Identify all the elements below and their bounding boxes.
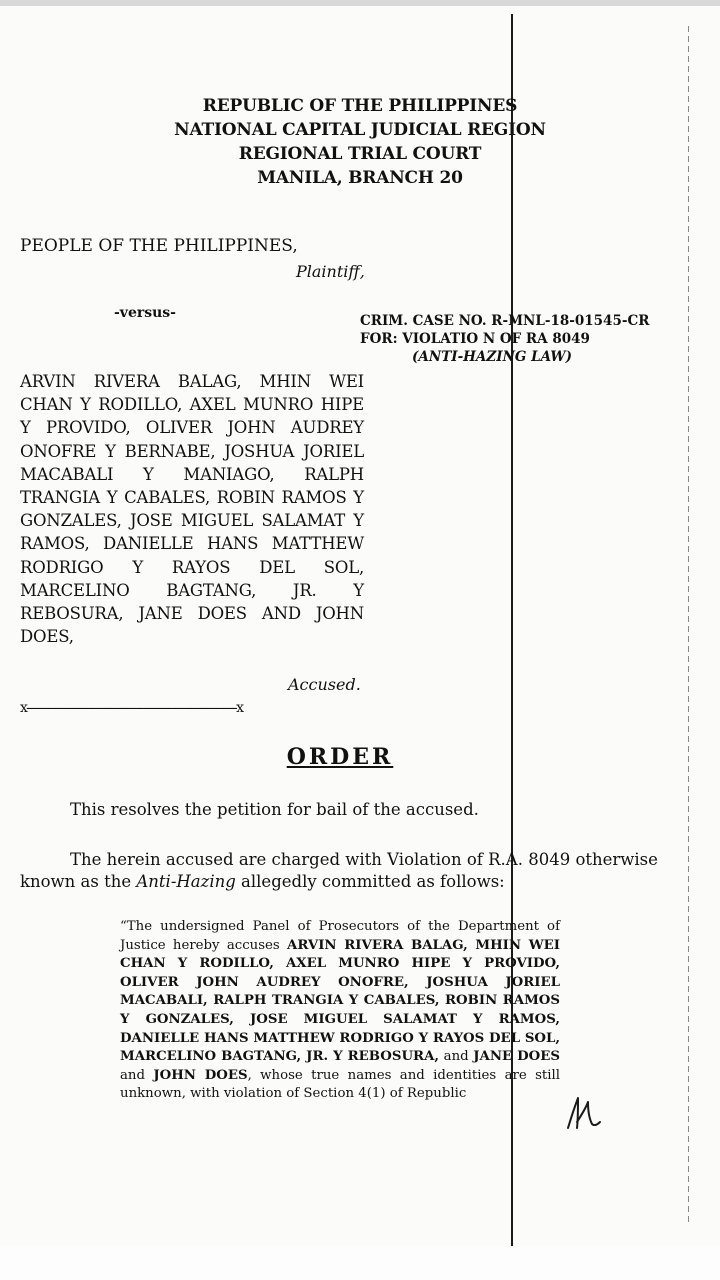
case-law: (ANTI-HAZING LAW) [412,349,572,365]
paragraph-1: This resolves the petition for bail of the accused. [70,800,479,819]
header-line-1: REPUBLIC OF THE PHILIPPINES [202,96,518,116]
bottom-border [0,1246,720,1280]
paragraph-2 [20,849,660,893]
quote-and: and [439,1049,474,1065]
plaintiff-name: PEOPLE OF THE PHILIPPINES, [20,236,298,256]
paragraph-2-text-b: allegedly committed as follows: [235,872,505,891]
quote-intro: “The undersigned Panel of Prosecutors of the Department of Justice hereby accuses [120,919,560,953]
order-title: ORDER [286,744,394,770]
case-info [360,312,649,366]
accused-names: ARVIN RIVERA BALAG, MHIN WEI CHAN Y RODILLO, AXEL MUNRO HIPE Y PROVIDO, OLIVER JOHN AUDREY ONOFRE Y BERNABE, JOSHUA JORIEL MACABALI Y MANIAGO, RALPH TRANGIA Y CABALES, ROBIN RAMOS Y GONZALES, JOSE MIGUEL SALAMAT Y RAMOS, DANIELLE HANS MATTHEW RODRIGO Y RAYOS DEL SOL, MARCELINO BAGTANG, JR. Y REBOSURA, JANE DOES AND JOHN DOES, [20,372,364,647]
header-line-2: NATIONAL CAPITAL JUDICIAL REGION [174,120,546,140]
header-line-4: MANILA, BRANCH 20 [257,168,463,188]
versus-label: -versus- [114,305,176,321]
information-quote [120,918,560,1104]
case-violation: FOR: VIOLATIO N OF RA 8049 [360,331,590,347]
court-header [120,94,600,190]
header-line-3: REGIONAL TRIAL COURT [238,144,482,164]
quote-rest: , whose true names and identities are still unknown, with violation of Section 4(1) of Republic [120,1067,560,1102]
paragraph-2-text-a: The herein accused are charged with Violation of R.A. 8049 otherwise known as the [20,850,658,891]
handwritten-initials-icon [562,1092,602,1132]
quote-accused-names: ARVIN RIVERA BALAG, MHIN WEI CHAN Y RODILLO, AXEL MUNRO HIPE Y PROVIDO, OLIVER JOHN AUDREY ONOFRE, JOSHUA JORIEL MACABALI, RALPH TRANGIA Y CABALES, ROBIN RAMOS Y GONZALES, JOSE MIGUEL SALAMAT Y RAMOS, DANIELLE HANS MATTHEW RODRIGO Y RAYOS DEL SOL, MARCELINO BAGTANG, JR. Y REBOSURA, [120,937,560,1065]
page-edge-line [688,26,689,1226]
plaintiff-label: Plaintiff, [296,262,365,281]
accused-label: Accused. [288,675,361,694]
quote-jane-does: JANE DOES [473,1049,560,1065]
quote-john-does: JOHN DOES [153,1067,248,1083]
paragraph-2-law-name: Anti-Hazing [136,872,236,891]
case-number: CRIM. CASE NO. R-MNL-18-01545-CR [360,313,650,329]
caption-divider: x-----------------------------------------------------------------x [20,700,243,716]
document-page [0,6,720,1246]
quote-and-2: and [120,1067,154,1083]
